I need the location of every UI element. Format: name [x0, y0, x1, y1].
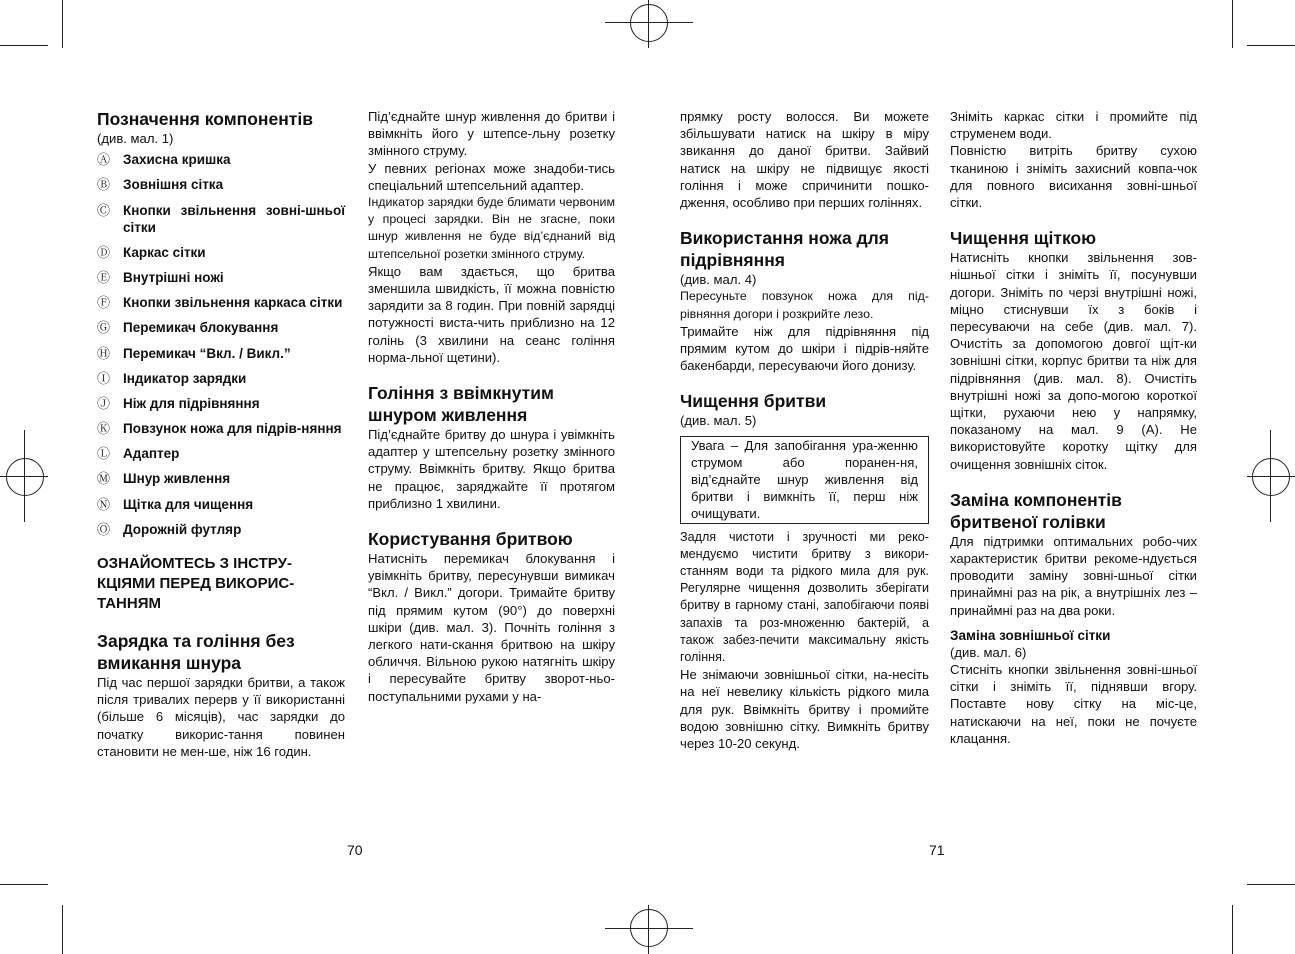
paragraph: Повністю витріть бритву сухою тканиною і зніміть захисний ковпа-чок для повного висихання зовні-шньої сітки. — [950, 143, 1197, 211]
list-item: Ⓒ Кнопки звільнення зовні-шньої сітки — [97, 202, 345, 235]
crop-mark — [1247, 884, 1295, 885]
column-1 — [97, 108, 345, 760]
paragraph: прямку росту волосся. Ви можете збільшувати натиск на шкіру в міру звикання до даної бритви. Зайвий натиск на шкіру не підвищує якості гоління і може спричинити пошко-дження, особливо при перших голіннях. — [680, 109, 929, 211]
paragraph: Під’єднайте шнур живлення до бритви і ввімкніть його у штепсе-льну розетку змінного струму. — [368, 109, 615, 159]
paragraph: Натисніть перемикач блокування і увімкніть бритву, пересунувши вимикач “Вкл. / Викл.” догори. Тримайте бритву під прямим кутом (90°) до поверхні шкіри (див. мал. 3). Почніть гоління з легкого нати-скання бритвою на шкіру обличчя. Вільною рукою натягніть шкіру і пересувайте бритву зворот-ньо-поступальними рухами у на- — [368, 551, 615, 704]
list-item: Ⓔ Внутрішні ножі — [97, 269, 224, 285]
paragraph: Під час першої зарядки бритви, а також після тривалих перерв у її використанні (більше 6 місяців), час зарядки до початку викорис-тання повинен становити не мен-ше, ніж 16 годин. — [97, 675, 345, 759]
paragraph: Тримайте ніж для підрівняння під прямим кутом до шкіри і підрів-няйте бакенбарди, пересуваючи його донизу. — [680, 323, 929, 374]
list-item: Ⓝ Щітка для чищення — [97, 496, 254, 512]
components-figure-ref: (див. мал. 1) — [97, 131, 174, 146]
list-item: Ⓖ Перемикач блокування — [97, 320, 279, 336]
paragraph: Стисніть кнопки звільнення зовні-шньої сітки і зніміть її, піднявши вгору. Поставте нову сітку на міс-це, натискаючи на неї, поки не почуєте клацання. — [950, 662, 1197, 746]
components-heading: Позначення компонентів — [97, 109, 313, 129]
paragraph: Під’єднайте бритву до шнура і увімкніть адаптер у штепсельну розетку змінного струму. Ввімкніть бритву. Якщо бритва не працює, заряджайте її протягом приблизно 1 хвилини. — [368, 427, 615, 511]
list-item: Ⓓ Каркас сітки — [97, 244, 206, 260]
paragraph: Якщо вам здається, що бритва зменшила швидкість, її можна повністю зарядити за 8 годин. При повній зарядці потужності виста-чить приблизно на 12 голінь (3 хвилини на сеанс гоління норма-льної щетини). — [368, 263, 615, 365]
trimmer-heading: Використання ножа для підрівняння — [680, 228, 889, 271]
crop-mark — [1232, 0, 1233, 48]
paragraph: Не знімаючи зовнішньої сітки, на-несіть на неї невелику кількість рідкого мила для рук. Ввімкніть бритву і промийте водою зовнішню сітку. Вимкніть бритву через 10-20 секунд. — [680, 667, 929, 752]
warning-box — [680, 436, 929, 524]
column-3 — [680, 108, 929, 752]
list-item: Ⓛ Адаптер — [97, 446, 180, 462]
cleaning-heading: Чищення бритви — [680, 391, 827, 412]
paragraph: Пересуньте повзунок ножа для під-рівняння догори і розкрийте лезо. — [680, 289, 929, 321]
crop-mark — [0, 884, 48, 885]
list-item: Ⓙ Ніж для підрівняння — [97, 395, 260, 411]
list-item: Ⓞ Дорожній футляр — [97, 521, 242, 537]
brush-cleaning-heading: Чищення щіткою — [950, 228, 1097, 249]
figure-ref: (див. мал. 4) — [680, 272, 757, 288]
paragraph: Для підтримки оптимальних робо-чих характеристик бритви рекоме-ндується проводити заміну зовні-шньої сітки принаймні раз на рік, а внутрішніх лез – принаймні раз на два роки. — [950, 533, 1197, 618]
list-item: Ⓘ Індикатор зарядки — [97, 370, 247, 386]
list-item: Ⓜ Шнур живлення — [97, 471, 231, 487]
paragraph: Задля чистоти і зручності ми реко-мендуємо чистити бритву з викори-станням води та рідкого мила для рук. Регулярне чищення дозволить зберігати бритву в гарному стані, запобігаючи появі запахів та роз-множенню бактерій, а також забез-печити максимальну якість гоління. — [680, 529, 929, 665]
list-item: Ⓕ Кнопки звільнення каркаса сітки — [97, 295, 343, 311]
column-4 — [950, 108, 1197, 747]
figure-ref: (див. мал. 6) — [950, 644, 1027, 660]
page-number-right: 71 — [929, 842, 945, 858]
corded-shaving-heading: Гоління з ввімкнутим шнуром живлення — [368, 383, 554, 426]
page-number-left: 70 — [347, 842, 363, 858]
list-item: Ⓐ Захисна кришка — [97, 152, 231, 168]
components-list — [97, 151, 345, 538]
figure-ref: (див. мал. 5) — [680, 413, 757, 429]
outer-foil-heading: Заміна зовнішньої сітки — [950, 627, 1111, 643]
crop-mark — [62, 0, 63, 48]
list-item: Ⓗ Перемикач “Вкл. / Викл.” — [97, 345, 291, 361]
charging-heading: Зарядка та гоління без вмикання шнура — [97, 631, 295, 674]
list-item: Ⓚ Повзунок ножа для підрів-няння — [97, 421, 342, 437]
crop-mark — [0, 45, 48, 46]
paragraph: Індикатор зарядки буде блимати червоним у процесі зарядки. Він не згасне, поки шнур живлення не буде від’єднаний від штепсельної розетки змінного струму. — [368, 195, 615, 261]
read-instructions-notice: ОЗНАЙОМТЕСЬ З ІНСТРУ-КЦІЯМИ ПЕРЕД ВИКОРИС-ТАННЯМ — [97, 555, 295, 613]
crop-mark — [1247, 45, 1295, 46]
crop-mark — [1232, 905, 1233, 954]
crop-mark — [62, 905, 63, 954]
column-2 — [368, 108, 615, 705]
warning-text: Увага – Для запобігання ура-женню струмом або поранен-ня, від’єднайте шнур живлення від бритви і вимкніть її, перш ніж очищувати. — [691, 437, 918, 522]
paragraph: Зніміть каркас сітки і промийте під струменем води. — [950, 109, 1197, 142]
using-shaver-heading: Користування бритвою — [368, 529, 573, 550]
list-item: Ⓑ Зовнішня сітка — [97, 177, 224, 193]
paragraph: У певних регіонах може знадоби-тись спеціальний штепсельний адаптер. — [368, 160, 615, 193]
paragraph: Натисніть кнопки звільнення зов-нішньої сітки і зніміть її, посунувши догори. Зніміть по черзі внутрішні ножі, міцно стиснувши їх з боків і пересуваючи на себе (див. мал. 7). Очистіть за допомогою довгої щіт-ки зовнішні сітки, корпус бритви та ніж для підрівняння (див. мал. 8). Очистіть внутрішні ножі за допо-могою короткої щітки, рухаючи нею у напрямку, показаному на мал. 9 (A). Не використовуйте коротку щітку для очищення зовнішніх сіток. — [950, 250, 1197, 472]
replace-parts-heading: Заміна компонентів бритвеної голівки — [950, 489, 1122, 532]
